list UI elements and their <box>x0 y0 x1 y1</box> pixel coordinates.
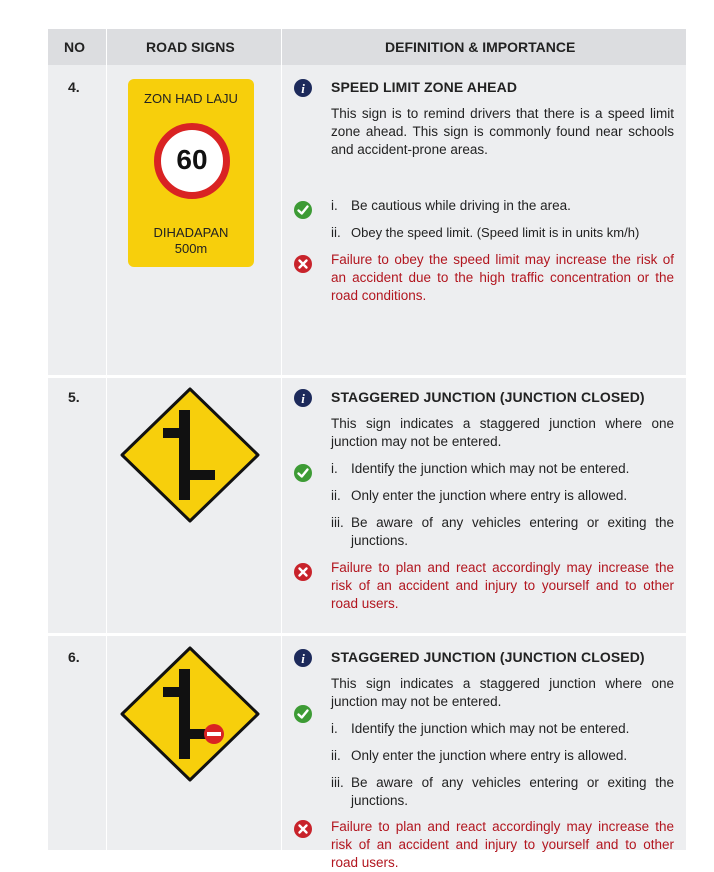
row-number: 4. <box>68 79 80 95</box>
sign-title: STAGGERED JUNCTION (JUNCTION CLOSED) <box>331 649 645 665</box>
header-road-signs: ROAD SIGNS <box>146 39 235 55</box>
sign-top-text: ZON HAD LAJU <box>144 91 238 106</box>
list-item <box>331 460 674 478</box>
item-text: Be aware of any vehicles entering or exiting the junctions. <box>351 515 674 548</box>
check-icon <box>294 201 312 219</box>
check-icon <box>294 705 312 723</box>
info-icon <box>294 389 312 407</box>
info-icon <box>294 649 312 667</box>
definition-cell <box>283 636 683 870</box>
item-number: i. <box>331 198 338 213</box>
sign-description: This sign indicates a staggered junction where one junction may not be entered. <box>331 676 674 709</box>
info-icon <box>294 79 312 97</box>
item-number: ii. <box>331 225 341 240</box>
sign-description: This sign indicates a staggered junction where one junction may not be entered. <box>331 416 674 449</box>
item-text: Identify the junction which may not be entered. <box>351 461 630 476</box>
item-text: Identify the junction which may not be entered. <box>351 721 630 736</box>
warning-text: Failure to plan and react accordingly may increase the risk of an accident and injury to yourself and to other road users. <box>331 560 674 611</box>
item-number: i. <box>331 721 338 736</box>
sign-distance-text: 500m <box>174 241 208 256</box>
check-icon <box>294 464 312 482</box>
list-item <box>331 720 674 738</box>
table-row <box>48 378 686 633</box>
definition-cell <box>283 65 683 375</box>
cross-icon <box>294 563 312 581</box>
svg-text:i: i <box>301 81 305 96</box>
speed-limit-value: 60 <box>176 144 208 175</box>
cross-icon <box>294 255 312 273</box>
speed-limit-circle <box>154 123 230 199</box>
item-number: ii. <box>331 488 341 503</box>
item-number: ii. <box>331 748 341 763</box>
item-text: Be cautious while driving in the area. <box>351 198 571 213</box>
column-divider <box>281 29 282 850</box>
list-item <box>331 514 674 550</box>
header-definition: DEFINITION & IMPORTANCE <box>385 39 576 55</box>
svg-text:i: i <box>301 651 305 666</box>
item-text: Only enter the junction where entry is allowed. <box>351 748 628 763</box>
table-header <box>48 29 686 65</box>
staggered-junction-sign <box>119 386 261 524</box>
cross-icon <box>294 820 312 838</box>
item-number: iii. <box>331 775 344 790</box>
road-signs-table <box>48 29 686 870</box>
warning-text: Failure to plan and react accordingly may increase the risk of an accident and injury to yourself and to other road users. <box>331 819 674 870</box>
item-number: iii. <box>331 515 344 530</box>
speed-limit-sign <box>128 79 254 267</box>
list-item <box>331 197 674 215</box>
sign-title: STAGGERED JUNCTION (JUNCTION CLOSED) <box>331 389 645 405</box>
header-no: NO <box>64 39 85 55</box>
sign-title: SPEED LIMIT ZONE AHEAD <box>331 79 518 95</box>
item-number: i. <box>331 461 338 476</box>
svg-text:i: i <box>301 391 305 406</box>
sign-description: This sign is to remind drivers that there is a speed limit zone ahead. This sign is commonly found near schools and accident-prone areas. <box>331 106 674 157</box>
row-number: 5. <box>68 389 80 405</box>
item-text: Be aware of any vehicles entering or exiting the junctions. <box>351 775 674 808</box>
item-text: Obey the speed limit. (Speed limit is in units km/h) <box>351 225 640 240</box>
staggered-junction-no-entry-sign <box>119 645 261 783</box>
table-row <box>48 65 686 375</box>
list-item <box>331 747 674 765</box>
sign-bottom-text: DIHADAPAN <box>153 225 229 240</box>
row-number: 6. <box>68 649 80 665</box>
warning-text: Failure to obey the speed limit may increase the risk of an accident due to the high traffic concentration or the road conditions. <box>331 252 674 303</box>
table-row <box>48 636 686 870</box>
list-item <box>331 774 674 810</box>
list-item <box>331 224 674 242</box>
item-text: Only enter the junction where entry is allowed. <box>351 488 628 503</box>
column-divider <box>106 29 107 850</box>
definition-cell <box>283 378 683 633</box>
list-item <box>331 487 674 505</box>
